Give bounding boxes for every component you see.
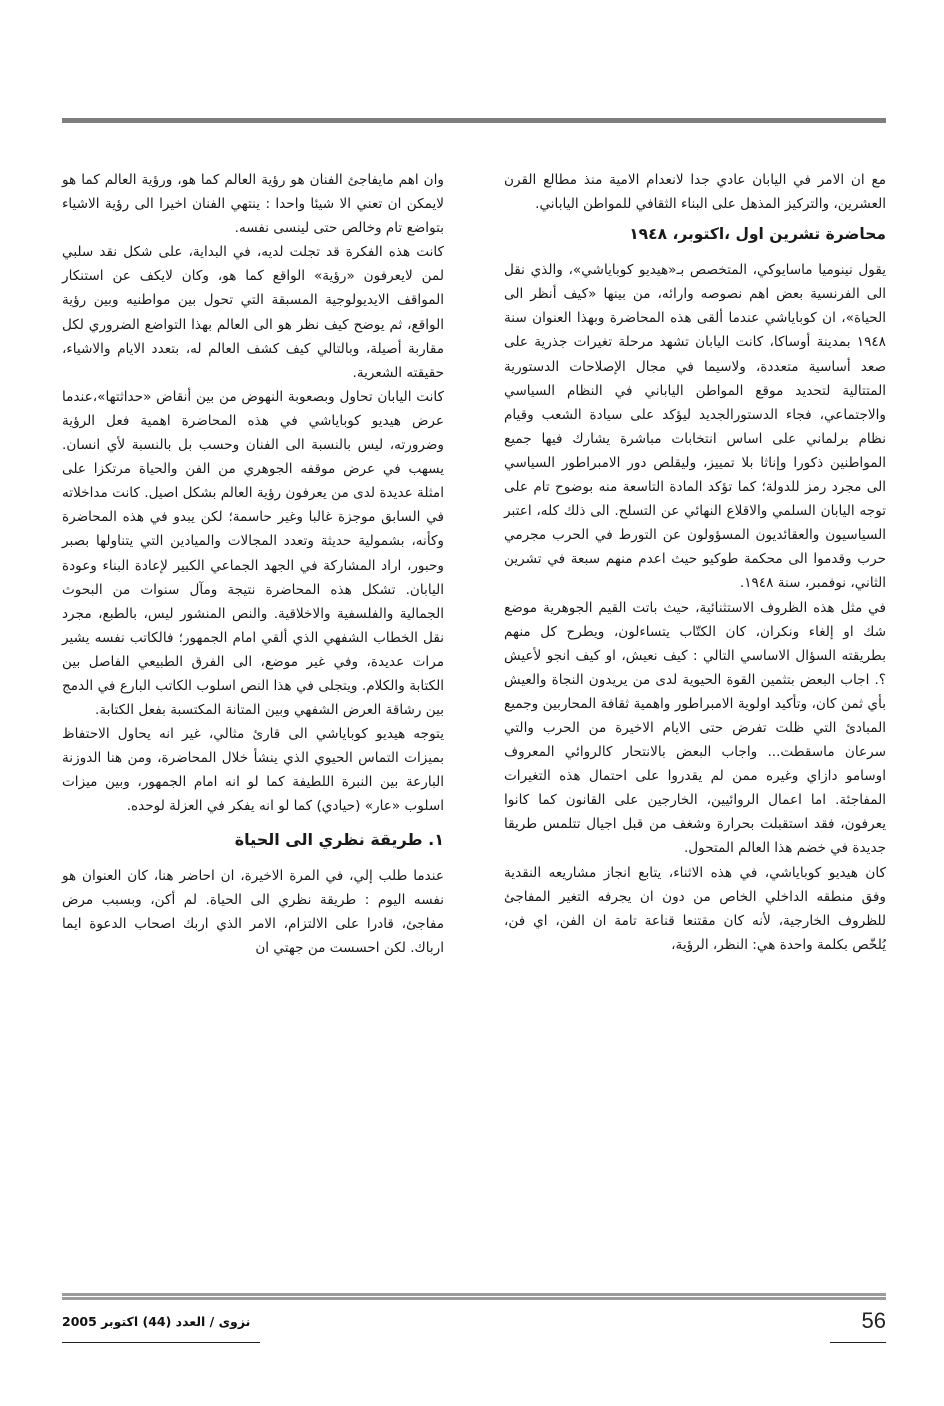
paragraph: كانت اليابان تحاول وبصعوبة النهوض من بين أنقاض «حداثتها»،عندما عرض هيديو كوباياشي في هذه المحاضرة اهمية فعل الرؤية وضرورته، ليس بالنسبة الى الفنان وحسب بل بالنسبة لأي انسان. يسهب في عرض موقفه الجوهري من الفن والحياة مرتكزا على امثلة عديدة لدى من يعرفون رؤية العالم بشكل اصيل. كانت مداخلاته في السابق موجزة غالبا وغير حاسمة؛ لكن يبدو في هذه المحاضرة وكأنه، بشمولية حديثة وتعدد المجالات والميادين التي يتناولها بصبر وحبور، اراد المشاركة في الجهد الجماعي الكبير لإعادة البناء وعودة اليابان. تشكل هذه المحاضرة نتيجة ومآل سنوات من البحوث الجمالية والفلسفية والاخلاقية. والنص المنشور ليس، بالطبع، مجرد نقل الخطاب الشفهي الذي ألقي امام الجمهور؛ فالكاتب نفسه يشير مرات عديدة، وفي غير موضع، الى الفرق الطبيعي الفاصل بين الكتابة والكلام. ويتجلى في هذا النص اسلوب الكاتب البارع في الدمج بين رشاقة العرض الشفهي وبين المتانة المكتسبة بفعل الكتابة. (62, 388, 444, 719)
paragraph: كان هيديو كوباياشي، في هذه الاثناء، يتابع انجاز مشاريعه النقدية وفق منطقه الداخلي الخاص من دون ان يجرفه التغير المفاجئ للظروف الخارجية، لأنه كان مقتنعا قناعة تامة ان الفن، اي فن، يُلخّص بكلمة واحدة هي: النظر، الرؤية، (504, 864, 886, 953)
footer-rule (62, 1293, 886, 1300)
paragraph: كانت هذه الفكرة قد تجلت لديه، في البداية، على شكل نقد سلبي لمن لايعرفون «رؤية» الواقع كما هو، وكان لايكف عن استنكار المواقف الايديولوجية المسبقة التي تحول بين مواطنيه وبين رؤية الواقع، ثم يوضح كيف نظر هو الى العالم بهذا التواضع الضروري لكل مقاربة أصيلة، وبالتالي كيف كشف العالم له، بتعدد الايام والاشياء، حقيقته الشعرية. (62, 244, 444, 381)
footer-journal-info: نزوى / العدد (44) اكتوبر 2005 (62, 1314, 260, 1343)
paragraph: في مثل هذه الظروف الاستثنائية، حيث باتت القيم الجوهرية موضع شك او إلغاء ونكران، كان الكتّاب يتساءلون، ويطرح كل منهم بطريقته السؤال الاساسي التالي : كيف نعيش، او كيف انجو لأعيش ؟. اجاب البعض بتثمين القوة الحيوية لدى من يريدون النجاة والعيش بأي ثمن كان، وتأكيد اولوية الامبراطور واهمية ثقافة المحاربين وجميع المبادئ التي ظلت تفرض حتى الايام الاخيرة من الحرب والتي سرعان ماسقطت... واجاب البعض بالانتحار كالروائي المعروف اوسامو دازاي وغيره ممن لم يقدروا على احتمال هذه التغيرات المفاجئة. اما اعمال الروائيين، الخارجين على القانون كما كانوا يعرفون، فقد استقبلت بحرارة وشغف من قبل اجيال تتلمس طريقا جديدة في خضم هذا العالم المتحول. (504, 599, 886, 857)
paragraph: عندما طلب إلي، في المرة الاخيرة، ان احاضر هنا، كان العنوان هو نفسه اليوم : طريقة نظري الى الحياة. لم أكن، وبسبب مرض مفاجئ، قادرا على الالتزام، الامر الذي اربك اصحاب الدعوة ايما ارباك. لكن احسست من جهتي ان (62, 867, 444, 956)
left-column (62, 168, 444, 960)
section-heading: محاضرة تشرين اول ،اكتوبر، ١٩٤٨ (629, 225, 886, 244)
top-rule (62, 118, 886, 123)
page-number: 56 (830, 1308, 886, 1343)
right-column (504, 168, 886, 957)
paragraph: يتوجه هيديو كوباياشي الى قارئ مثالي، غير انه يحاول الاحتفاظ بميزات التماس الحيوي الذي ينشأ خلال المحاضرة، ومن هنا الدوزنة البارعة بين النبرة اللطيفة كما لو انه امام الجمهور، وبين ميزات اسلوب «عار» (حيادي) كما لو انه يفكر في العزلة لوحده. (62, 726, 444, 815)
paragraph: مع ان الامر في اليابان عادي جدا لانعدام الامية منذ مطالع القرن العشرين، والتركيز المذهل على البناء الثقافي للمواطن الياباني. (504, 172, 886, 213)
paragraph: يقول نينوميا ماسايوكي، المتخصص بـ«هيديو كوباياشي»، والذي نقل الى الفرنسية بعض اهم نصوصه وارائه، من بينها «كيف أنظر الى الحياة»، ان كوباياشي عندما ألقى هذه المحاضرة وبهذا العنوان سنة ١٩٤٨ بمدينة أوساكا، كانت اليابان تشهد مرحلة تغيرات جذرية على صعد أساسية متعددة، ولاسيما في مجال الإصلاحات الدستورية المتتالية لتحديد موقع المواطن الياباني في النظام السياسي والاجتماعي، فجاء الدستورالجديد ليؤكد على سيادة الشعب وقيام نظام برلماني على اساس انتخابات مباشرة يشارك فيها جميع المواطنين ذكورا وإناثا بلا تمييز، وليقلص دور الامبراطور السياسي الى مجرد رمز للدولة؛ كما تؤكد المادة التاسعة منه بوضوح تام على توجه اليابان السلمي والاقلاع النهائي عن التسلح. الى ذلك كله، اعتبر السياسيون والعقائديون المسؤولون عن التورط في الحرب مجرمي حرب وقدموا الى محكمة طوكيو حيث اعدم منهم سبعة في تشرين الثاني، نوفمبر، سنة ١٩٤٨. (504, 262, 886, 592)
section-heading: ١. طريقة نظري الى الحياة (234, 829, 444, 849)
paragraph: وان اهم مايفاجئ الفنان هو رؤية العالم كما هو، ورؤية العالم كما هو لايمكن ان تعني الا شيئا واحدا : ينتهي الفنان اخيرا الى رؤية الاشياء بتواضع تام وخالص حتى لينسى نفسه. (62, 172, 444, 237)
